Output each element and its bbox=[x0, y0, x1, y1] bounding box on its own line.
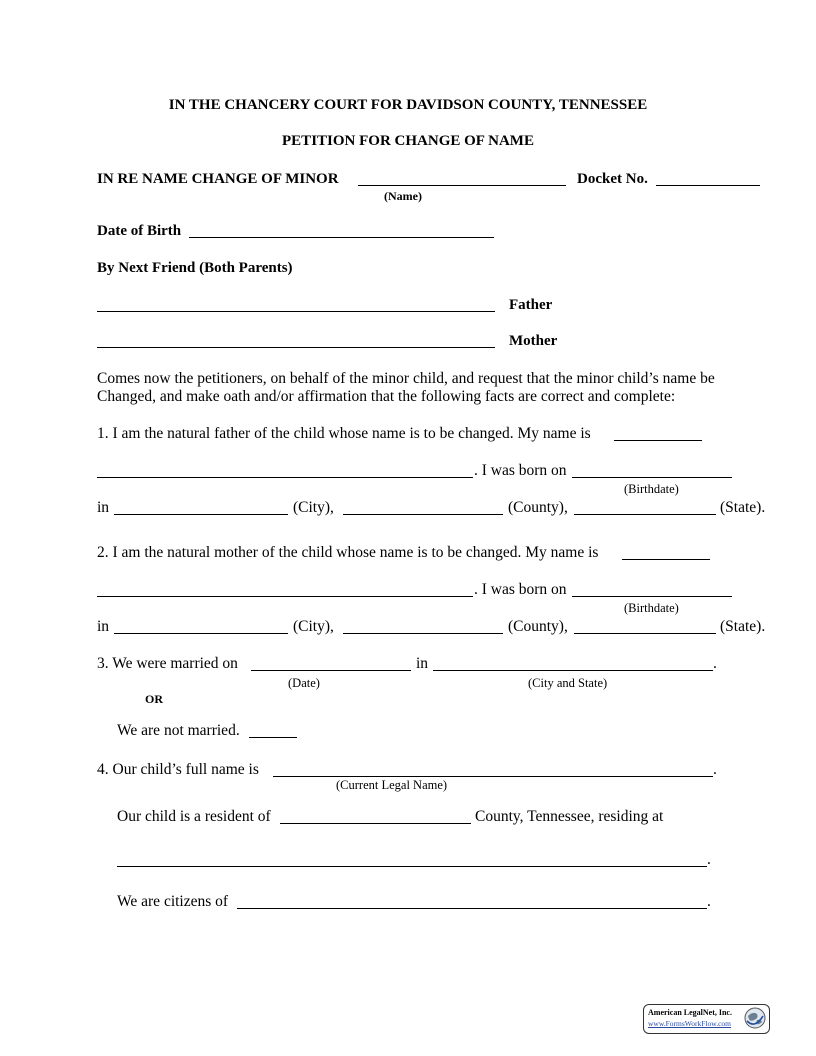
intro-line-1: Comes now the petitioners, on behalf of the minor child, and request that the minor child’s name be bbox=[97, 370, 715, 387]
item2-birthdate-caption: (Birthdate) bbox=[624, 601, 679, 615]
mother-name-line-2[interactable] bbox=[97, 596, 473, 597]
or-label: OR bbox=[145, 692, 163, 706]
item4-text: 4. Our child’s full name is bbox=[97, 761, 259, 778]
item2-county-label: (County), bbox=[508, 618, 568, 635]
item3-period: . bbox=[713, 655, 717, 672]
logo-url: www.FormsWorkFlow.com bbox=[648, 1019, 732, 1028]
marriage-date-field[interactable] bbox=[251, 670, 411, 671]
citizens-text: We are citizens of bbox=[117, 893, 229, 910]
father-city-field[interactable] bbox=[114, 514, 288, 515]
father-label: Father bbox=[509, 297, 553, 313]
mother-name-line[interactable] bbox=[622, 559, 710, 560]
date-caption: (Date) bbox=[288, 676, 320, 690]
item1-birthdate-caption: (Birthdate) bbox=[624, 482, 679, 496]
father-birthdate-field[interactable] bbox=[572, 477, 732, 478]
citizenship-field[interactable] bbox=[237, 908, 707, 909]
father-county-field[interactable] bbox=[343, 514, 503, 515]
mother-name-field[interactable] bbox=[97, 347, 495, 348]
minor-name-field[interactable] bbox=[358, 185, 566, 186]
item2-born-text: . I was born on bbox=[474, 581, 567, 598]
publisher-logo bbox=[643, 1004, 770, 1034]
item1-born-text: . I was born on bbox=[474, 462, 567, 479]
mother-state-field[interactable] bbox=[574, 633, 716, 634]
address-period: . bbox=[707, 851, 711, 868]
intro-line-2: Changed, and make oath and/or affirmation that the following facts are correct and complete: bbox=[97, 388, 676, 405]
item1-state-label: (State). bbox=[720, 499, 766, 516]
docket-number-field[interactable] bbox=[656, 185, 760, 186]
resident-county-field[interactable] bbox=[280, 823, 471, 824]
name-caption: (Name) bbox=[384, 189, 422, 203]
not-married-field[interactable] bbox=[249, 737, 297, 738]
petition-title: PETITION FOR CHANGE OF NAME bbox=[282, 133, 534, 149]
court-heading: IN THE CHANCERY COURT FOR DAVIDSON COUNTY, TENNESSEE bbox=[168, 97, 648, 113]
mother-label: Mother bbox=[509, 333, 558, 349]
father-name-line[interactable] bbox=[614, 440, 702, 441]
father-name-field[interactable] bbox=[97, 311, 495, 312]
resident-prefix: Our child is a resident of bbox=[117, 808, 271, 825]
item1-in-text: in bbox=[97, 499, 110, 516]
item2-in-text: in bbox=[97, 618, 110, 635]
resident-suffix: County, Tennessee, residing at bbox=[475, 808, 664, 825]
father-state-field[interactable] bbox=[574, 514, 716, 515]
mother-county-field[interactable] bbox=[343, 633, 503, 634]
dob-field[interactable] bbox=[189, 237, 494, 238]
globe-icon bbox=[744, 1007, 766, 1029]
citizens-period: . bbox=[707, 893, 711, 910]
mother-birthdate-field[interactable] bbox=[572, 596, 732, 597]
item2-city-label: (City), bbox=[293, 618, 334, 635]
dob-label: Date of Birth bbox=[97, 223, 182, 239]
item2-state-label: (State). bbox=[720, 618, 766, 635]
mother-city-field[interactable] bbox=[114, 633, 288, 634]
city-state-caption: (City and State) bbox=[528, 676, 608, 690]
item1-city-label: (City), bbox=[293, 499, 334, 516]
logo-company-name: American LegalNet, Inc. bbox=[648, 1008, 732, 1017]
item4-period: . bbox=[713, 761, 717, 778]
residence-address-field[interactable] bbox=[117, 866, 707, 867]
father-name-line-2[interactable] bbox=[97, 477, 473, 478]
item1-county-label: (County), bbox=[508, 499, 568, 516]
marriage-place-field[interactable] bbox=[433, 670, 713, 671]
item2-text: 2. I am the natural mother of the child whose name is to be changed. My name is bbox=[97, 544, 599, 561]
item3-in-text: in bbox=[416, 655, 429, 672]
in-re-label: IN RE NAME CHANGE OF MINOR bbox=[97, 171, 339, 187]
legal-name-caption: (Current Legal Name) bbox=[336, 778, 448, 792]
child-legal-name-field[interactable] bbox=[273, 776, 713, 777]
item3-text: 3. We were married on bbox=[97, 655, 238, 672]
not-married-text: We are not married. bbox=[117, 722, 240, 739]
docket-label: Docket No. bbox=[577, 171, 648, 187]
next-friend-label: By Next Friend (Both Parents) bbox=[97, 260, 293, 276]
item1-text: 1. I am the natural father of the child whose name is to be changed. My name is bbox=[97, 425, 591, 442]
